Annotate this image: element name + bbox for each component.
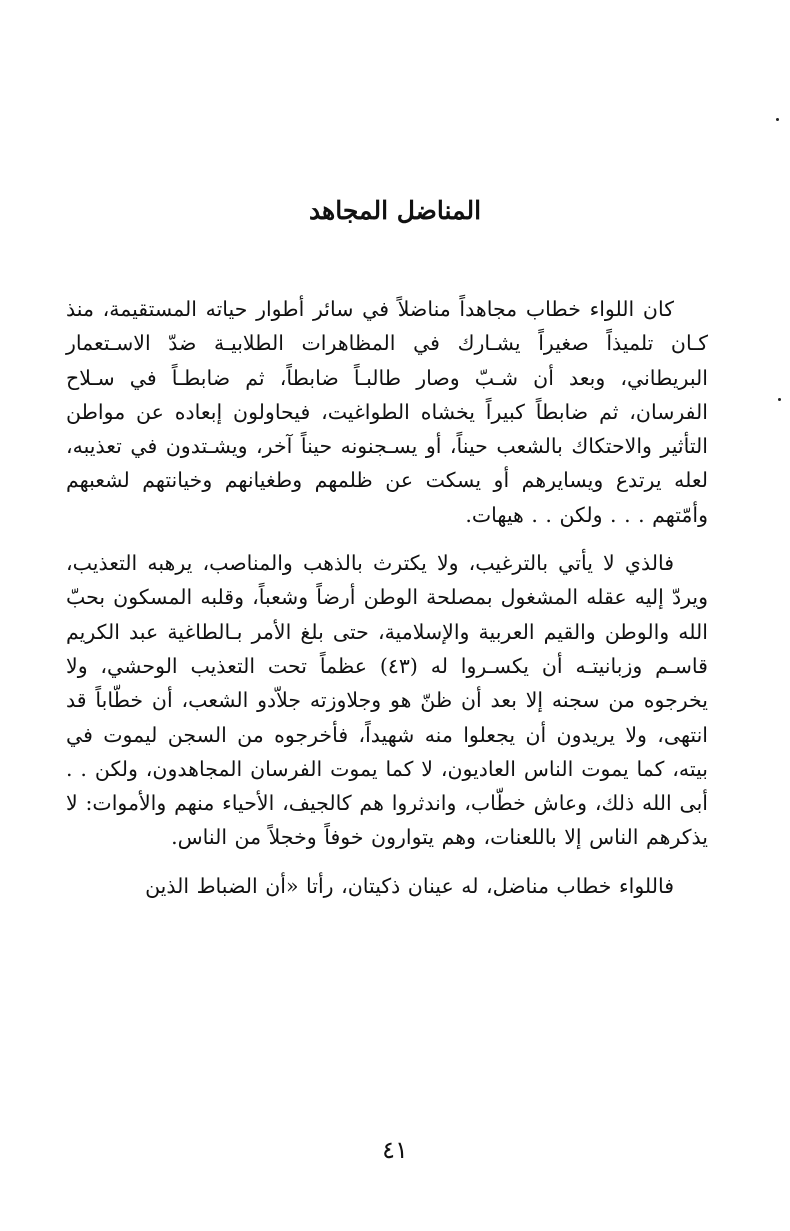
paragraph-2: فالذي لا يأتي بالترغيب، ولا يكترث بالذهب والمناصب، يرهبه التعذيب، ويردّ إليه عقله المشغول بمصلحة الوطن أرضاً وشعباً، وقلبه المسكون بحبّ الله والوطن والقيم العربية والإسلامية، حتى بلغ الأمر بـالطاغية عبد الكريم قاسـم وزبانيتـه أن يكسـروا له (٤٣) عظماً تحت التعذيب الوحشي، ولا يخرجوه من سجنه إلا بعد أن ظنّ هو وجلاوزته جلاّدو الشعب، أن خطّاباً قد انتهى، ولا يريدون أن يجعلوا منه شهيداً، فأخرجوه من السجن ليموت في بيته، كما يموت الناس العاديون، لا كما يموت الفرسان المجاهدون، ولكن . . أبى الله ذلك، وعاش خطّاب، واندثروا هم كالجيف، الأحياء منهم والأموات: لا يذكرهم الناس إلا باللعنات، وهم يتوارون خوفاً وخجلاً من الناس.: [66, 551, 708, 850]
margin-speck: [778, 398, 781, 401]
chapter-title: المناضل المجاهد: [308, 196, 482, 225]
page-number: ٤١: [382, 1136, 408, 1164]
paragraph-3: فاللواء خطاب مناضل، له عينان ذكيتان، رأتا «أن الضباط الذين: [145, 873, 674, 898]
paragraph-1: كان اللواء خطاب مجاهداً مناضلاً في سائر أطوار حياته المستقيمة، منذ كـان تلميذاً صغيراً يشـارك في المظاهرات الطلابيـة ضدّ الاسـتعمار البريطاني، وبعد أن شـبّ وصار طالبـاً ضابطاً، ثم ضابطـاً في سـلاح الفرسان، ثم ضابطاً كبيراً يخشاه الطواغيت، فيحاولون إبعاده عن مواطن التأثير والاحتكاك بالشعب حيناً، أو يسـجنونه حيناً آخر، ويشـتدون في تعذيبه، لعله يرتدع ويسايرهم أو يسكت عن ظلمهم وطغيانهم وخيانتهم لشعبهم وأمّتهم . . . ولكن . . هيهات.: [66, 297, 708, 527]
body-text: [66, 292, 708, 917]
margin-speck: [776, 118, 779, 121]
